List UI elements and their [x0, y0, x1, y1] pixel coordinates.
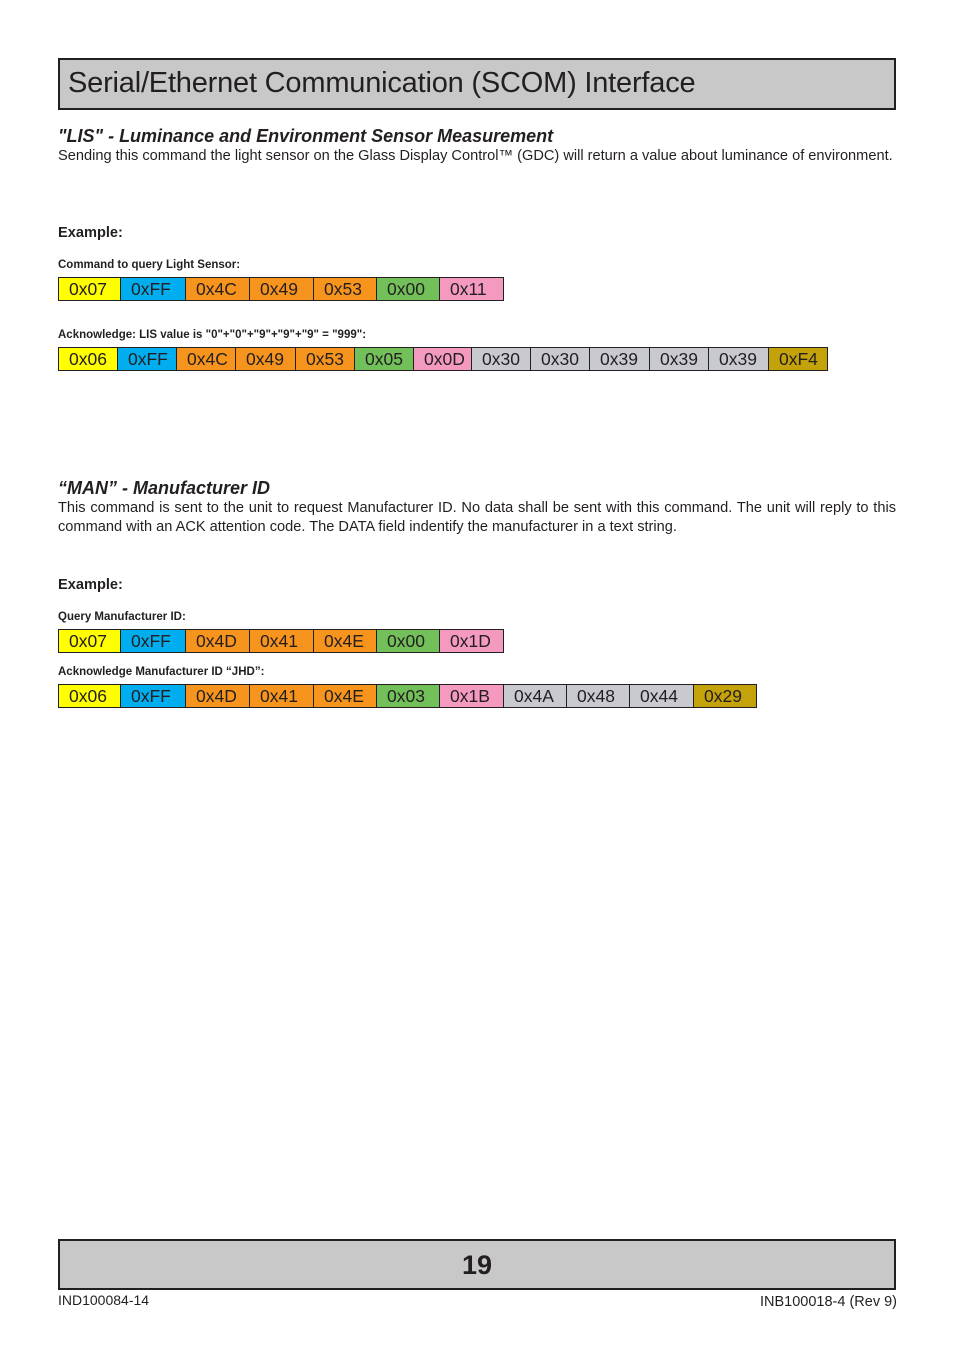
- byte-cell: 0x1B: [440, 685, 504, 707]
- page-header: [58, 58, 896, 110]
- man-section-title: “MAN” - Manufacturer ID: [58, 478, 271, 498]
- byte-cell: 0x30: [472, 348, 531, 370]
- byte-cell: 0x03: [377, 685, 440, 707]
- lis-command-bytes: [58, 277, 504, 301]
- byte-cell: 0x49: [236, 348, 296, 370]
- man-example-label: Example:: [58, 577, 123, 593]
- page-number: 19: [461, 1250, 493, 1280]
- lis-section-title: "LIS" - Luminance and Environment Sensor Measurement: [58, 126, 554, 146]
- byte-cell: 0x06: [59, 685, 121, 707]
- page-footer: [58, 1239, 896, 1290]
- man-query-label: Query Manufacturer ID:: [58, 611, 186, 623]
- document-id-right: INB100018-4 (Rev 9): [759, 1294, 897, 1310]
- byte-cell: 0x4D: [186, 685, 250, 707]
- lis-example-label: Example:: [58, 225, 123, 241]
- byte-cell: 0x4C: [186, 278, 250, 300]
- byte-cell: 0x0D: [414, 348, 472, 370]
- byte-cell: 0xFF: [121, 630, 186, 652]
- byte-cell: 0x41: [250, 630, 314, 652]
- byte-cell: 0x44: [630, 685, 694, 707]
- byte-cell: 0x00: [377, 278, 440, 300]
- document-id-left: IND100084-14: [58, 1292, 150, 1308]
- byte-cell: 0xFF: [118, 348, 177, 370]
- man-description: This command is sent to the unit to request Manufacturer ID. No data shall be sent with this command. The unit will reply to this command with an ACK attention code. The DATA field indentify the manufacturer in a text string.: [58, 500, 896, 535]
- lis-description: Sending this command the light sensor on the Glass Display Control™ (GDC) will return a value about luminance of environment.: [58, 148, 893, 164]
- byte-cell: 0x05: [355, 348, 414, 370]
- lis-ack-bytes: [58, 347, 828, 371]
- byte-cell: 0xFF: [121, 685, 186, 707]
- byte-cell: 0xF4: [769, 348, 828, 370]
- byte-cell: 0x48: [567, 685, 630, 707]
- byte-cell: 0x53: [296, 348, 355, 370]
- byte-cell: 0x06: [59, 348, 118, 370]
- byte-cell: 0x4E: [314, 630, 377, 652]
- byte-cell: 0x07: [59, 278, 121, 300]
- byte-cell: 0x39: [709, 348, 769, 370]
- byte-cell: 0x53: [314, 278, 377, 300]
- byte-cell: 0x00: [377, 630, 440, 652]
- byte-cell: 0x4C: [177, 348, 236, 370]
- byte-cell: 0x4A: [504, 685, 567, 707]
- byte-cell: 0x39: [590, 348, 650, 370]
- page-title: Serial/Ethernet Communication (SCOM) Interface: [68, 67, 696, 99]
- lis-command-label: Command to query Light Sensor:: [58, 259, 241, 271]
- man-ack-label: Acknowledge Manufacturer ID “JHD”:: [58, 666, 265, 678]
- byte-cell: 0x30: [531, 348, 590, 370]
- lis-ack-label: Acknowledge: LIS value is "0"+"0"+"9"+"9"+"9" = "999":: [58, 329, 367, 341]
- byte-cell: 0x1D: [440, 630, 504, 652]
- man-query-bytes: [58, 629, 504, 653]
- byte-cell: 0x49: [250, 278, 314, 300]
- byte-cell: 0x4E: [314, 685, 377, 707]
- byte-cell: 0x41: [250, 685, 314, 707]
- byte-cell: 0x39: [650, 348, 709, 370]
- byte-cell: 0xFF: [121, 278, 186, 300]
- byte-cell: 0x29: [694, 685, 757, 707]
- byte-cell: 0x07: [59, 630, 121, 652]
- man-ack-bytes: [58, 684, 757, 708]
- byte-cell: 0x4D: [186, 630, 250, 652]
- byte-cell: 0x11: [440, 278, 504, 300]
